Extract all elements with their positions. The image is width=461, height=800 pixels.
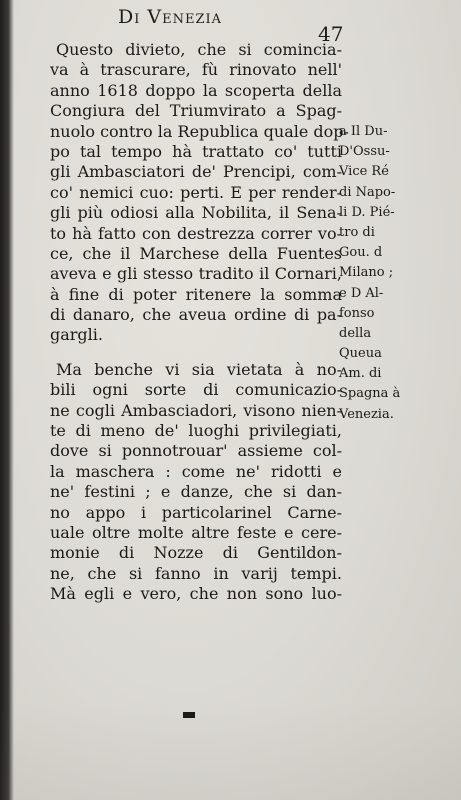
text-line: ne' festini ; e danze, che si dan-	[50, 482, 342, 502]
text-line: la maschera : come ne' ridotti e	[50, 461, 342, 481]
marginal-line: di Napo-	[339, 184, 396, 200]
marginal-line: Spagna à	[339, 386, 401, 402]
page-number: 47	[318, 22, 344, 46]
book-spine-shadow	[0, 0, 14, 800]
marginal-line: della	[339, 325, 372, 341]
page-header	[0, 2, 461, 46]
text-line: monie di Nozze di Gentildon-	[50, 543, 342, 563]
text-line: Ma benche vi sia vietata à no-	[56, 359, 342, 379]
text-line: po tal tempo hà trattato co' tutti	[50, 141, 342, 161]
text-line: to hà fatto con destrezza correr vo-	[50, 223, 342, 243]
text-line: Mà egli e vero, che non sono luo-	[50, 584, 342, 604]
marginal-line: Vice Ré	[339, 164, 389, 180]
marginal-line: Gou. d	[339, 245, 383, 261]
text-line: dove si ponnotrouar' assieme col-	[50, 441, 342, 461]
text-line: no appo i particolarinel Carne-	[50, 502, 342, 522]
text-line: anno 1618 doppo la scoperta della	[50, 80, 342, 100]
marginal-line: Am. di	[339, 366, 382, 382]
marginal-line: tro di	[339, 224, 375, 240]
marginal-line: li D. Pié-	[339, 204, 395, 220]
marginal-line: Milano ;	[339, 265, 394, 281]
marginal-note	[339, 122, 411, 425]
page-shading	[0, 700, 461, 800]
text-line: gli Ambasciatori de' Prencipi, com-	[50, 162, 342, 182]
marginal-line: a Il Du-	[339, 124, 388, 139]
marginal-line: e D Al-	[339, 285, 384, 301]
text-line: gli più odiosi alla Nobilita, il Sena-	[50, 203, 342, 223]
text-line: va à trascurare, fù rinovato nell'	[50, 60, 342, 80]
marginal-line: Queua	[339, 346, 382, 362]
text-line: Questo divieto, che si comincia-	[56, 40, 342, 59]
paragraph-gap	[50, 346, 342, 360]
text-line: aveva e gli stesso tradito il Cornari,	[50, 264, 342, 284]
text-line: di danaro, che aveua ordine di pa-	[50, 305, 342, 325]
text-line: ne, che si fanno in varij tempi.	[50, 563, 342, 583]
text-line: ce, che il Marchese della Fuentes	[50, 243, 342, 263]
marginal-line: Venezia.	[339, 406, 394, 422]
text-line: à fine di poter ritenere la somma	[50, 284, 342, 304]
text-line: Congiura del Triumvirato a Spag-	[50, 101, 342, 121]
text-line: gargli.	[50, 325, 103, 345]
text-line: bili ogni sorte di comunicazio-	[50, 380, 342, 400]
marginal-line: D'Ossu-	[339, 144, 390, 160]
marginal-line: fonso	[339, 305, 375, 321]
running-title: Di Venezia	[118, 6, 223, 28]
text-line: ne cogli Ambasciadori, visono nien-	[50, 400, 342, 420]
text-line: uale oltre molte altre feste e cere-	[50, 522, 342, 542]
text-line: co' nemici cuo: perti. E per render-	[50, 182, 342, 202]
text-line: nuolo contro la Republica quale dop-	[50, 121, 349, 141]
main-text-column	[50, 40, 349, 605]
text-line: te di meno de' luoghi privilegiati,	[50, 421, 342, 441]
